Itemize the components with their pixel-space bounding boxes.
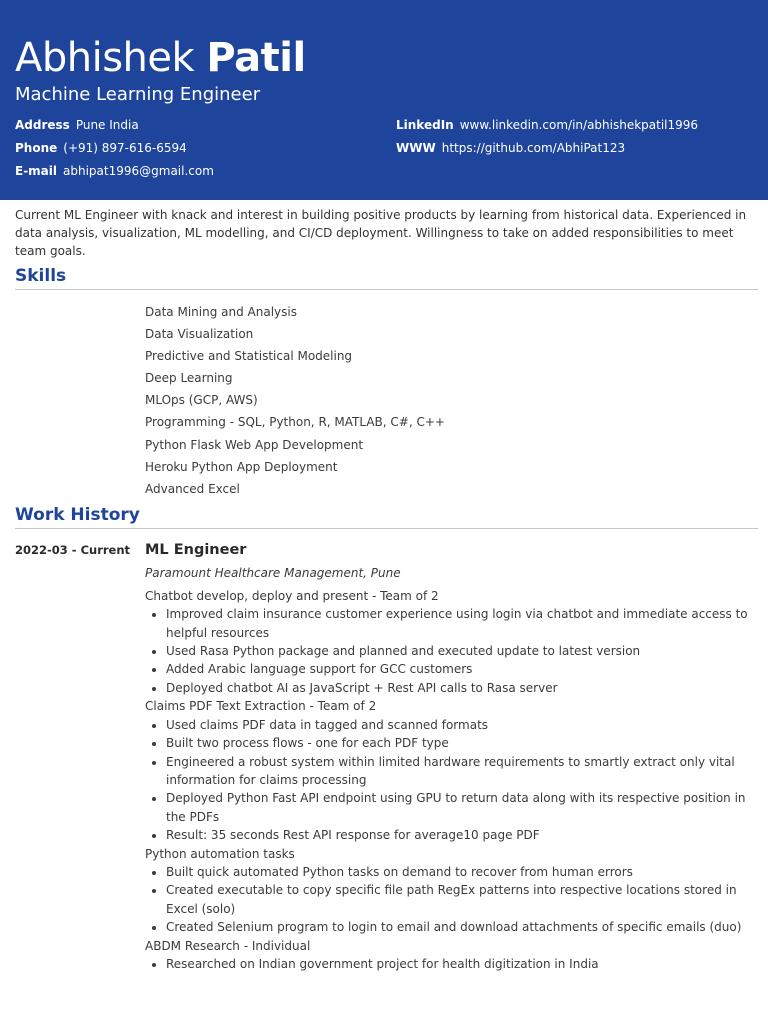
project-title: ABDM Research - Individual [145,938,311,953]
bullet-item: • Researched on Indian government project for health digitization in India [166,955,758,973]
contact-value: Pune India [75,118,139,132]
bullet-item: • Created Selenium program to login to email and download attachments of specific emails (duo) [166,918,758,936]
bullet-item: • Used claims PDF data in tagged and scanned formats [166,716,758,734]
resume-header [0,0,768,200]
project-bullets [145,605,758,697]
skill-item: Data Mining and Analysis [145,305,297,319]
bullet-item: • Created executable to copy specific file path RegEx patterns into respective locations stored in Excel (solo) [166,881,758,918]
contact-email [15,164,214,178]
project-title: Chatbot develop, deploy and present - Team of 2 [145,588,439,603]
project-bullets [145,863,758,937]
bullet-item: • Result: 35 seconds Rest API response for average10 page PDF [166,826,758,844]
bullet-item: • Engineered a robust system within limited hardware requirements to smartly extract only vital information for claims processing [166,753,758,790]
project-title: Claims PDF Text Extraction - Team of 2 [145,699,377,714]
job-role: Machine Learning Engineer [15,84,261,105]
project-bullets [145,955,758,973]
skill-item: Deep Learning [145,371,233,386]
bullet-item: • Built two process flows - one for each PDF type [166,734,758,752]
contact-website [396,141,625,155]
contact-phone [15,141,187,155]
linkedin-link[interactable]: www.linkedin.com/in/abhishekpatil1996 [459,118,699,132]
skills-list [0,290,768,500]
skill-item: Predictive and Statistical Modeling [145,349,353,364]
job-dates: 2022-03 - Current [15,542,131,557]
work-entry [0,529,768,974]
skill-item: MLOps (GCP, AWS) [145,393,258,408]
contact-label: E-mail [15,164,58,178]
skill-item: Advanced Excel [145,481,240,496]
email-link[interactable]: abhipat1996@gmail.com [63,164,214,178]
work-history-heading: Work History [15,505,758,529]
contact-linkedin [396,118,698,132]
job-details [145,539,758,974]
skill-item: Heroku Python App Deployment [145,459,338,474]
skill-item: Data Visualization [145,327,254,342]
contact-address [15,118,139,132]
bullet-item: • Improved claim insurance customer experience using login via chatbot and immediate access to helpful resources [166,605,758,642]
project-bullets [145,716,758,845]
last-name: Patil [206,35,306,81]
contact-label: WWW [396,141,436,155]
first-name: Abhishek [15,35,195,81]
skill-item: Python Flask Web App Development [145,437,364,452]
project-title: Python automation tasks [145,846,295,861]
contact-label: LinkedIn [396,118,454,132]
company-name: Paramount Healthcare Management, Pune [145,565,401,580]
bullet-item: • Built quick automated Python tasks on demand to recover from human errors [166,863,758,881]
contact-value: (+91) 897-616-6594 [63,141,187,155]
bullet-item: • Deployed Python Fast API endpoint using GPU to return data along with its respective position in the PDFs [166,789,758,826]
contact-label: Address [15,118,70,132]
skills-heading: Skills [15,266,758,290]
contact-label: Phone [15,141,58,155]
bullet-item: • Used Rasa Python package and planned and executed update to latest version [166,642,758,660]
bullet-item: • Added Arabic language support for GCC customers [166,660,758,678]
skill-item: Programming - SQL, Python, R, MATLAB, C#, C++ [145,415,445,430]
candidate-name [15,34,753,82]
job-title: ML Engineer [145,541,247,558]
github-link[interactable]: https://github.com/AbhiPat123 [441,141,626,155]
profile-summary: Current ML Engineer with knack and interest in building positive products by learning from historical data. Experienced in data analysis, visualization, ML modelling, and CI/CD deployment. Willingness to take on added responsibilities to meet team goals. [15,208,747,258]
bullet-item: • Deployed chatbot AI as JavaScript + Rest API calls to Rasa server [166,679,758,697]
